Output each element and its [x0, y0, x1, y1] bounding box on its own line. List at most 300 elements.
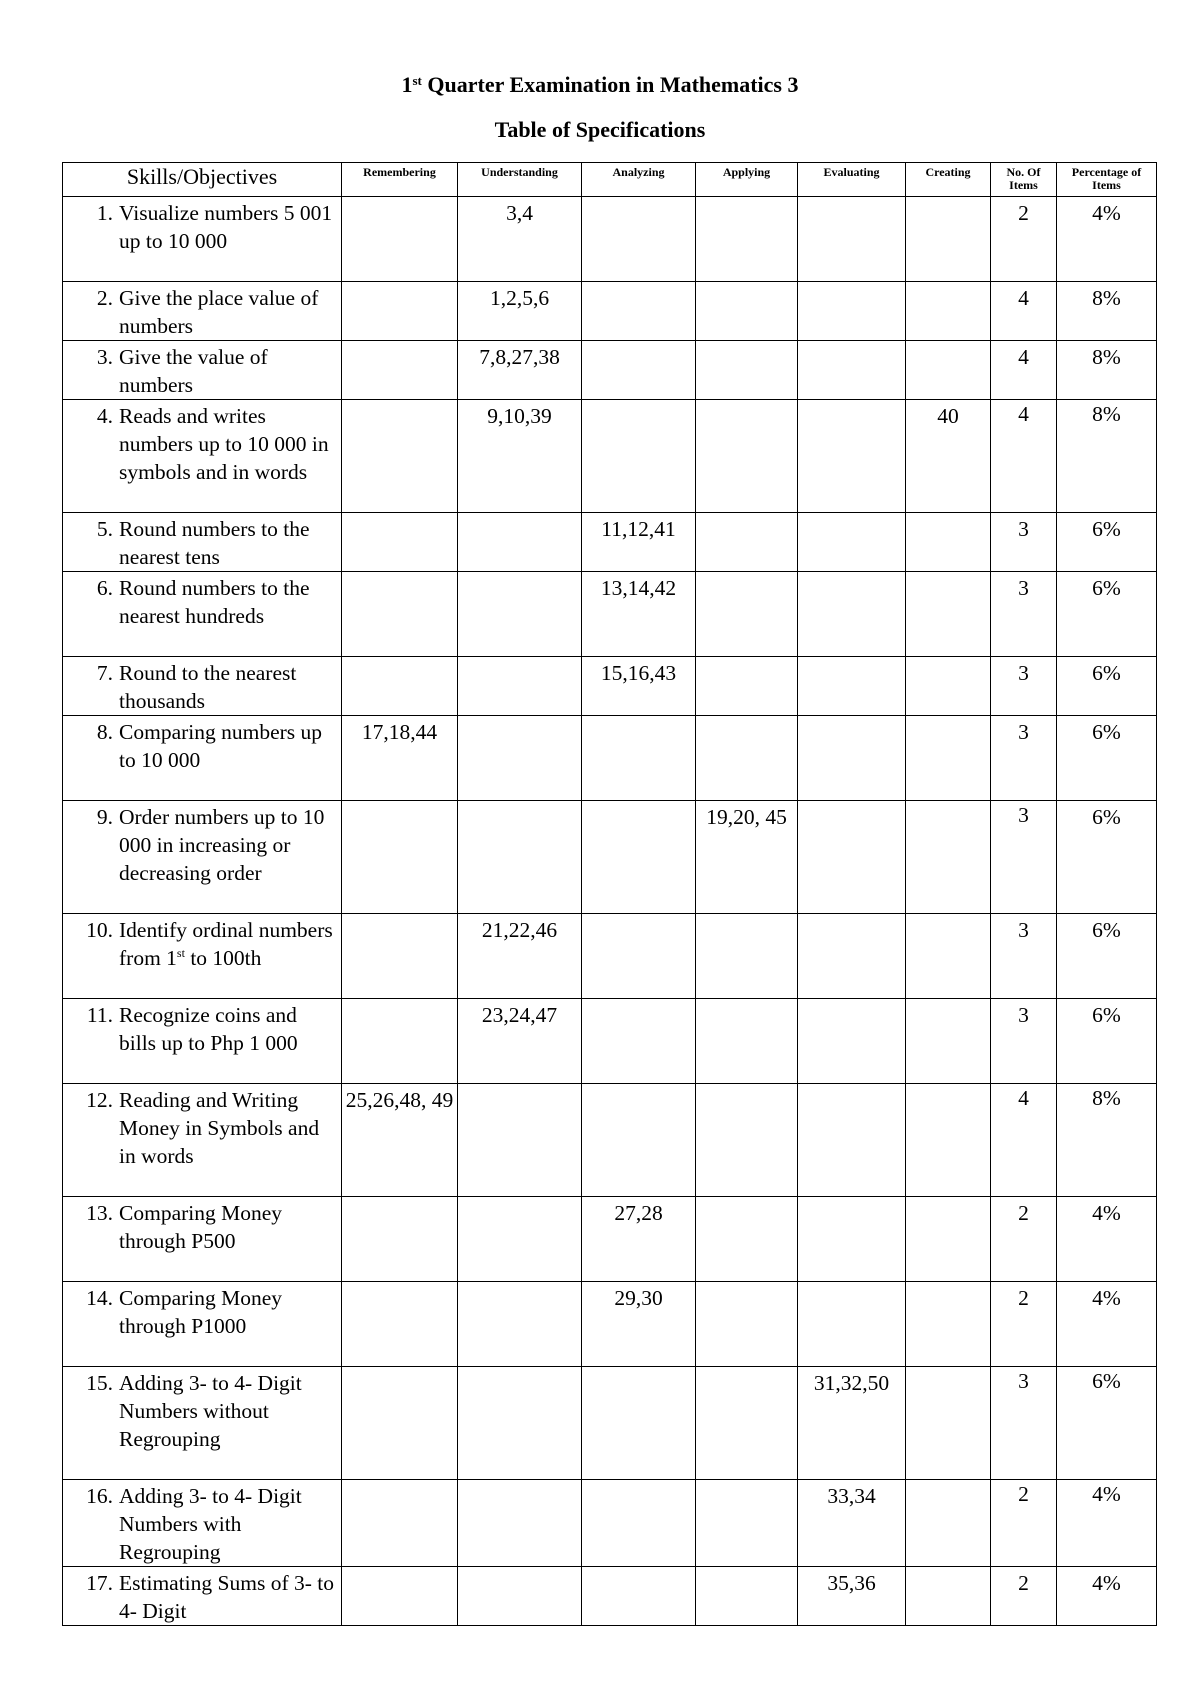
creating-cell [906, 400, 991, 513]
skill-text [119, 1284, 341, 1340]
items-value: 4 [1018, 1086, 1029, 1110]
items-value: 2 [1018, 1482, 1029, 1506]
applying-cell [696, 400, 798, 513]
applying-cell [696, 282, 798, 341]
creating-cell [906, 914, 991, 999]
percentage-value: 6% [1092, 805, 1121, 829]
understanding-cell [458, 572, 582, 657]
evaluating-cell [798, 572, 906, 657]
percentage-value: 6% [1092, 517, 1121, 541]
percentage-value: 6% [1092, 1369, 1121, 1393]
remembering-value [342, 999, 457, 1001]
evaluating-cell [798, 341, 906, 400]
analyzing-cell [582, 1567, 696, 1626]
creating-value [906, 282, 990, 284]
analyzing-value [582, 801, 695, 803]
items-value: 3 [1018, 720, 1029, 744]
skill-cell [63, 197, 342, 282]
skill-number: 13. [86, 1201, 113, 1225]
evaluating-value [798, 999, 905, 1001]
applying-cell [696, 1367, 798, 1480]
remembering-value: 17,18,44 [361, 720, 438, 744]
items-cell [991, 1197, 1057, 1282]
analyzing-cell [582, 1197, 696, 1282]
skill-text [119, 718, 341, 774]
understanding-value [458, 801, 581, 803]
remembering-cell [342, 1084, 458, 1197]
skill-label: Reading and Writing Money in Symbols and in words [119, 1088, 320, 1168]
creating-cell [906, 572, 991, 657]
applying-value [696, 716, 797, 718]
applying-value [696, 197, 797, 199]
items-value: 3 [1018, 918, 1029, 942]
percentage-cell [1057, 657, 1157, 716]
analyzing-value: 29,30 [614, 1286, 663, 1310]
understanding-cell [458, 914, 582, 999]
analyzing-value [582, 1084, 695, 1086]
table-row [63, 1084, 1157, 1197]
items-value: 3 [1018, 576, 1029, 600]
understanding-value: 9,10,39 [487, 404, 552, 428]
skill-cell [63, 657, 342, 716]
understanding-cell [458, 657, 582, 716]
applying-cell [696, 1282, 798, 1367]
applying-value [696, 914, 797, 916]
understanding-value: 3,4 [506, 201, 533, 225]
skill-text [119, 1482, 341, 1566]
understanding-value [458, 657, 581, 659]
understanding-value [458, 1367, 581, 1369]
creating-cell [906, 513, 991, 572]
evaluating-cell [798, 657, 906, 716]
items-cell [991, 400, 1057, 513]
remembering-cell [342, 282, 458, 341]
understanding-cell [458, 1282, 582, 1367]
skill-cell [63, 1480, 342, 1567]
understanding-value [458, 572, 581, 574]
percentage-cell [1057, 197, 1157, 282]
percentage-cell [1057, 1367, 1157, 1480]
skill-label: Round numbers to the nearest tens [119, 517, 310, 569]
skill-text [119, 803, 341, 887]
items-value: 4 [1018, 345, 1029, 369]
items-cell [991, 1282, 1057, 1367]
creating-cell [906, 197, 991, 282]
evaluating-cell [798, 513, 906, 572]
remembering-value [342, 1567, 457, 1569]
creating-value [906, 1367, 990, 1369]
evaluating-value [798, 572, 905, 574]
items-value: 3 [1018, 803, 1029, 827]
percentage-value: 6% [1092, 720, 1121, 744]
table-row [63, 801, 1157, 914]
table-row [63, 999, 1157, 1084]
evaluating-value [798, 1197, 905, 1199]
percentage-cell [1057, 400, 1157, 513]
skill-number: 7. [96, 661, 113, 685]
remembering-cell [342, 1282, 458, 1367]
skill-number: 1. [96, 201, 113, 225]
skill-text [119, 574, 341, 630]
table-row [63, 657, 1157, 716]
understanding-value: 1,2,5,6 [489, 286, 550, 310]
applying-cell [696, 197, 798, 282]
evaluating-cell [798, 999, 906, 1084]
analyzing-value [582, 400, 695, 402]
understanding-value [458, 1197, 581, 1199]
applying-value [696, 1282, 797, 1284]
skill-label-tail: to 100th [184, 946, 262, 970]
skill-number: 8. [96, 720, 113, 744]
items-cell [991, 1567, 1057, 1626]
items-value: 3 [1018, 1369, 1029, 1393]
percentage-cell [1057, 282, 1157, 341]
analyzing-cell [582, 400, 696, 513]
skill-label: Comparing Money through P500 [119, 1201, 283, 1253]
items-value: 2 [1018, 201, 1029, 225]
skill-text [119, 916, 341, 972]
document-title [0, 72, 1200, 98]
skill-number: 6. [96, 576, 113, 600]
percentage-value: 4% [1092, 1571, 1121, 1595]
table-row [63, 1480, 1157, 1567]
remembering-cell [342, 801, 458, 914]
evaluating-cell [798, 197, 906, 282]
remembering-cell [342, 914, 458, 999]
skill-number: 14. [86, 1286, 113, 1310]
percentage-value: 6% [1092, 1003, 1121, 1027]
evaluating-cell [798, 1567, 906, 1626]
analyzing-value: 13,14,42 [600, 576, 677, 600]
skill-label: Give the value of numbers [119, 345, 268, 397]
skill-text [119, 515, 341, 571]
analyzing-value: 11,12,41 [601, 517, 676, 541]
remembering-cell [342, 572, 458, 657]
percentage-value: 6% [1092, 576, 1121, 600]
skill-label: Estimating Sums of 3- to 4- Digit [119, 1571, 334, 1623]
remembering-value [342, 801, 457, 803]
skill-cell [63, 1367, 342, 1480]
skill-label: Identify ordinal numbers from 1 [119, 918, 333, 970]
table-row [63, 1567, 1157, 1626]
skill-label: Reads and writes numbers up to 10 000 in symbols and in words [119, 404, 329, 484]
understanding-cell [458, 716, 582, 801]
analyzing-cell [582, 197, 696, 282]
analyzing-cell [582, 572, 696, 657]
percentage-cell [1057, 914, 1157, 999]
remembering-value [342, 1282, 457, 1284]
header-no-of-items: No. Of Items [991, 163, 1057, 197]
evaluating-value: 35,36 [827, 1571, 876, 1595]
creating-cell [906, 341, 991, 400]
items-value: 3 [1018, 661, 1029, 685]
skill-label: Order numbers up to 10 000 in increasing or decreasing order [119, 805, 325, 885]
understanding-value: 23,24,47 [481, 1003, 558, 1027]
table-row [63, 400, 1157, 513]
understanding-cell [458, 282, 582, 341]
title-prefix: 1 [401, 72, 413, 97]
applying-value [696, 999, 797, 1001]
table-row [63, 341, 1157, 400]
understanding-cell [458, 400, 582, 513]
creating-cell [906, 657, 991, 716]
understanding-cell [458, 1367, 582, 1480]
percentage-cell [1057, 1282, 1157, 1367]
understanding-value [458, 1567, 581, 1569]
applying-value [696, 282, 797, 284]
skill-cell [63, 1567, 342, 1626]
skill-text [119, 284, 341, 340]
remembering-value [342, 197, 457, 199]
remembering-value [342, 1197, 457, 1199]
creating-value [906, 513, 990, 515]
understanding-value [458, 513, 581, 515]
remembering-cell [342, 1567, 458, 1626]
items-cell [991, 282, 1057, 341]
items-cell [991, 999, 1057, 1084]
evaluating-value [798, 716, 905, 718]
percentage-value: 4% [1092, 1201, 1121, 1225]
percentage-cell [1057, 572, 1157, 657]
items-value: 3 [1018, 1003, 1029, 1027]
skill-cell [63, 572, 342, 657]
percentage-value: 8% [1092, 1086, 1121, 1110]
skill-text [119, 1001, 341, 1057]
skill-number: 11. [86, 1003, 113, 1027]
evaluating-value [798, 197, 905, 199]
creating-value [906, 572, 990, 574]
skill-number: 3. [96, 345, 113, 369]
remembering-value [342, 914, 457, 916]
table-row [63, 1282, 1157, 1367]
analyzing-cell [582, 657, 696, 716]
understanding-value [458, 1282, 581, 1284]
percentage-cell [1057, 1480, 1157, 1567]
analyzing-cell [582, 1282, 696, 1367]
percentage-value: 4% [1092, 1286, 1121, 1310]
items-cell [991, 341, 1057, 400]
creating-value [906, 1480, 990, 1482]
items-cell [991, 1367, 1057, 1480]
skill-superscript: st [176, 946, 185, 960]
remembering-value [342, 1480, 457, 1482]
applying-value [696, 1367, 797, 1369]
understanding-value: 21,22,46 [481, 918, 558, 942]
skill-cell [63, 716, 342, 801]
skill-cell [63, 1197, 342, 1282]
applying-cell [696, 572, 798, 657]
percentage-cell [1057, 999, 1157, 1084]
creating-cell [906, 1282, 991, 1367]
header-creating: Creating [906, 163, 991, 197]
percentage-value: 4% [1092, 201, 1121, 225]
items-cell [991, 657, 1057, 716]
skill-label: Comparing numbers up to 10 000 [119, 720, 323, 772]
applying-value [696, 657, 797, 659]
analyzing-value [582, 1567, 695, 1569]
items-value: 2 [1018, 1201, 1029, 1225]
understanding-cell [458, 1084, 582, 1197]
percentage-cell [1057, 341, 1157, 400]
creating-cell [906, 1084, 991, 1197]
remembering-value [342, 1367, 457, 1369]
remembering-value [342, 282, 457, 284]
skill-label: Visualize numbers 5 001 up to 10 000 [119, 201, 333, 253]
items-cell [991, 572, 1057, 657]
evaluating-cell [798, 801, 906, 914]
evaluating-value [798, 801, 905, 803]
remembering-value: 25,26,48, 49 [345, 1088, 454, 1112]
remembering-cell [342, 513, 458, 572]
remembering-value [342, 400, 457, 402]
remembering-value [342, 341, 457, 343]
understanding-cell [458, 513, 582, 572]
understanding-cell [458, 999, 582, 1084]
evaluating-cell [798, 400, 906, 513]
analyzing-cell [582, 341, 696, 400]
skill-label: Recognize coins and bills up to Php 1 000 [119, 1003, 298, 1055]
skill-label: Round to the nearest thousands [119, 661, 297, 713]
creating-value [906, 914, 990, 916]
evaluating-value [798, 657, 905, 659]
analyzing-value [582, 914, 695, 916]
remembering-cell [342, 400, 458, 513]
skill-cell [63, 341, 342, 400]
applying-value [696, 341, 797, 343]
understanding-cell [458, 197, 582, 282]
skill-cell [63, 282, 342, 341]
percentage-value: 8% [1092, 345, 1121, 369]
analyzing-value [582, 341, 695, 343]
skill-label: Adding 3- to 4- Digit Numbers without Regrouping [119, 1371, 302, 1451]
title-rest: Quarter Examination in Mathematics 3 [421, 72, 799, 97]
creating-value [906, 999, 990, 1001]
analyzing-value [582, 197, 695, 199]
analyzing-cell [582, 999, 696, 1084]
understanding-value [458, 1084, 581, 1086]
applying-value [696, 572, 797, 574]
analyzing-cell [582, 282, 696, 341]
evaluating-value [798, 914, 905, 916]
header-applying: Applying [696, 163, 798, 197]
skill-cell [63, 914, 342, 999]
evaluating-cell [798, 1282, 906, 1367]
percentage-cell [1057, 1084, 1157, 1197]
creating-cell [906, 1367, 991, 1480]
skill-cell [63, 801, 342, 914]
percentage-cell [1057, 1197, 1157, 1282]
applying-value [696, 1197, 797, 1199]
creating-cell [906, 999, 991, 1084]
analyzing-cell [582, 801, 696, 914]
analyzing-cell [582, 1367, 696, 1480]
skill-cell [63, 513, 342, 572]
applying-value [696, 513, 797, 515]
analyzing-value: 27,28 [614, 1201, 663, 1225]
items-cell [991, 1084, 1057, 1197]
items-value: 2 [1018, 1286, 1029, 1310]
analyzing-value [582, 716, 695, 718]
evaluating-cell [798, 1367, 906, 1480]
items-value: 4 [1018, 286, 1029, 310]
remembering-value [342, 513, 457, 515]
percentage-cell [1057, 513, 1157, 572]
creating-value [906, 716, 990, 718]
understanding-cell [458, 801, 582, 914]
applying-cell [696, 1480, 798, 1567]
creating-cell [906, 282, 991, 341]
skill-cell [63, 400, 342, 513]
evaluating-value [798, 282, 905, 284]
percentage-cell [1057, 1567, 1157, 1626]
table-row [63, 197, 1157, 282]
skill-label: Round numbers to the nearest hundreds [119, 576, 310, 628]
applying-cell [696, 801, 798, 914]
remembering-value [342, 657, 457, 659]
percentage-value: 6% [1092, 661, 1121, 685]
creating-value: 40 [937, 404, 959, 428]
creating-cell [906, 1197, 991, 1282]
applying-value [696, 1480, 797, 1482]
skill-number: 2. [96, 286, 113, 310]
creating-cell [906, 1567, 991, 1626]
applying-cell [696, 914, 798, 999]
applying-value [696, 1567, 797, 1569]
creating-cell [906, 801, 991, 914]
creating-value [906, 1282, 990, 1284]
header-row [63, 163, 1157, 197]
items-cell [991, 1480, 1057, 1567]
evaluating-value [798, 1084, 905, 1086]
creating-value [906, 1567, 990, 1569]
analyzing-cell [582, 1480, 696, 1567]
specifications-table [62, 162, 1157, 1626]
applying-cell [696, 1567, 798, 1626]
skill-text [119, 402, 341, 486]
creating-cell [906, 1480, 991, 1567]
skill-text [119, 1086, 341, 1170]
creating-value [906, 197, 990, 199]
evaluating-value [798, 400, 905, 402]
applying-cell [696, 716, 798, 801]
items-cell [991, 801, 1057, 914]
items-value: 4 [1018, 402, 1029, 426]
analyzing-value [582, 282, 695, 284]
skill-text [119, 1569, 341, 1625]
skill-number: 10. [86, 918, 113, 942]
table-row [63, 1197, 1157, 1282]
remembering-cell [342, 341, 458, 400]
evaluating-value: 33,34 [827, 1484, 876, 1508]
applying-value [696, 400, 797, 402]
skill-cell [63, 1282, 342, 1367]
creating-value [906, 657, 990, 659]
applying-cell [696, 1197, 798, 1282]
remembering-cell [342, 999, 458, 1084]
items-cell [991, 716, 1057, 801]
skill-number: 5. [96, 517, 113, 541]
understanding-cell [458, 1567, 582, 1626]
table-row [63, 513, 1157, 572]
table-row [63, 914, 1157, 999]
skill-label: Comparing Money through P1000 [119, 1286, 283, 1338]
evaluating-value [798, 513, 905, 515]
applying-cell [696, 513, 798, 572]
remembering-cell [342, 1367, 458, 1480]
evaluating-cell [798, 282, 906, 341]
skill-text [119, 1369, 341, 1453]
percentage-cell [1057, 716, 1157, 801]
